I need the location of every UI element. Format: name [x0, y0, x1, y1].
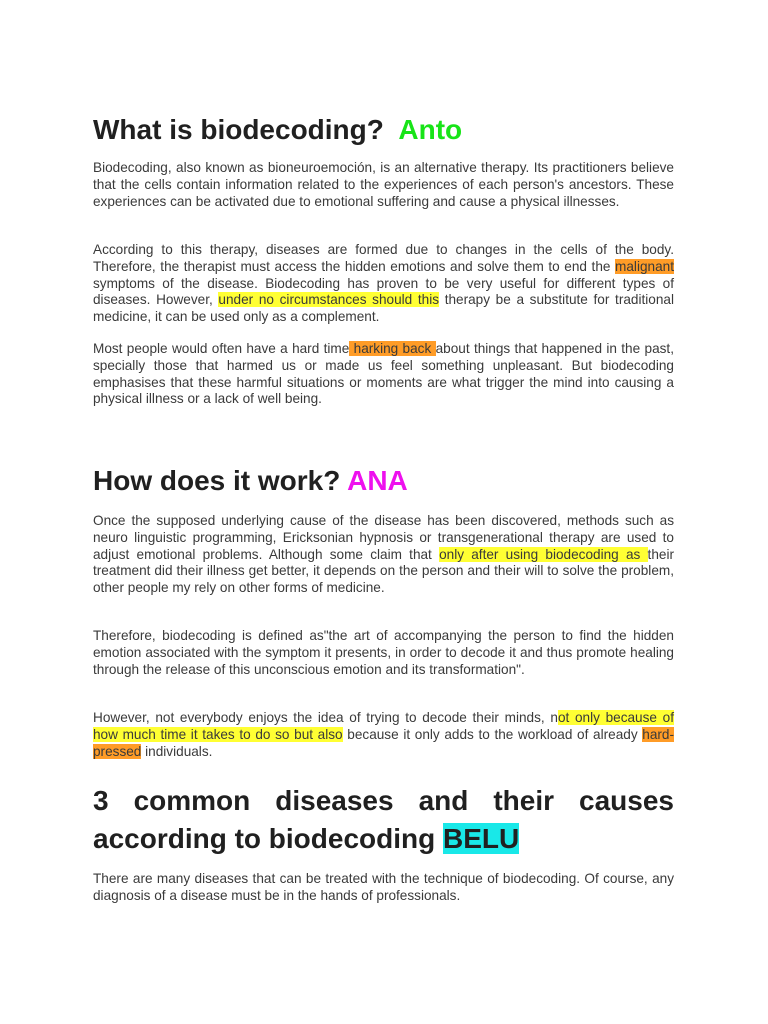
- heading-line-2: according to biodecoding: [93, 823, 436, 854]
- paragraph-text: their treatment did their illness get better, it depends on the person and their will to solve the problem, other people my rely on other forms of medicine.: [93, 546, 674, 596]
- paragraph: [93, 710, 674, 760]
- highlight-yellow: ot only because of how much time it takes to do so but also: [93, 710, 674, 742]
- paragraph-text: There are many diseases that can be treated with the technique of biodecoding. Of course, any diagnosis of a disease must be in the hands of professionals.: [93, 871, 674, 903]
- highlight-yellow: only after using biodecoding as: [439, 546, 648, 562]
- heading-how-does-it-work: [93, 463, 674, 499]
- highlight-yellow: under no circumstances should this: [218, 292, 440, 308]
- paragraph-text: Biodecoding, also known as bioneuroemoción, is an alternative therapy. Its practitioners believe that the cells contain information related to the experiences of each person's ancestors. These experiences can be activated due to emotional suffering and cause a physical illnesses.: [93, 160, 674, 209]
- paragraph-text: Most people would often have a hard time: [93, 341, 350, 356]
- paragraph: [93, 242, 674, 326]
- paragraph-text: therapy be a substitute for traditional medicine, it can be used only as a complement.: [93, 292, 674, 325]
- paragraph-text: Once the supposed underlying cause of the disease has been discovered, methods such as neuro linguistic programming, Ericksonian hypnosis or transgenerational therapy are used to adjust emotional problems. Although some claim that: [93, 513, 674, 562]
- heading-text: How does it work?: [93, 465, 341, 496]
- paragraph-text: Therefore, biodecoding is defined as"the art of accompanying the person to find the hidden emotion associated with the symptom it presents, in order to decode it and thus promote healing through the release of this unconscious emotion and its transformation".: [93, 628, 674, 677]
- heading-text: What is biodecoding?: [93, 114, 384, 145]
- paragraph-text: about things that happened in the past, specially those that harmed us or made us feel something unpleasant. But biodecoding emphasises that these harmful situations or moments are what trigger the mind into causing a physical illness or a lack of well being.: [93, 341, 674, 407]
- paragraph: [93, 871, 674, 905]
- highlight-orange: malignant: [615, 258, 674, 274]
- highlight-orange: harking back: [349, 341, 436, 356]
- author-tag: Anto: [398, 114, 463, 145]
- author-tag: BELU: [443, 823, 520, 854]
- paragraph: [93, 160, 674, 210]
- paragraph: [93, 513, 674, 597]
- paragraph-text: However, not everybody enjoys the idea of trying to decode their minds, n: [93, 710, 558, 725]
- paragraph-text: symptoms of the disease. Biodecoding has proven to be very useful for different types of diseases. However,: [93, 275, 674, 308]
- heading-common-diseases: [93, 782, 674, 858]
- paragraph-text: individuals.: [141, 743, 213, 759]
- paragraph: [93, 341, 674, 408]
- highlight-orange: hard-pressed: [93, 726, 674, 759]
- paragraph: [93, 628, 674, 678]
- heading-line-1: 3 common diseases and their causes: [93, 785, 674, 816]
- author-tag: ANA: [347, 465, 408, 496]
- heading-what-is-biodecoding: [93, 112, 674, 148]
- paragraph-text: because it only adds to the workload of already: [342, 726, 643, 742]
- paragraph-text: According to this therapy, diseases are formed due to changes in the cells of the body. Therefore, the therapist must access the hidden emotions and solve them to end the: [93, 242, 674, 274]
